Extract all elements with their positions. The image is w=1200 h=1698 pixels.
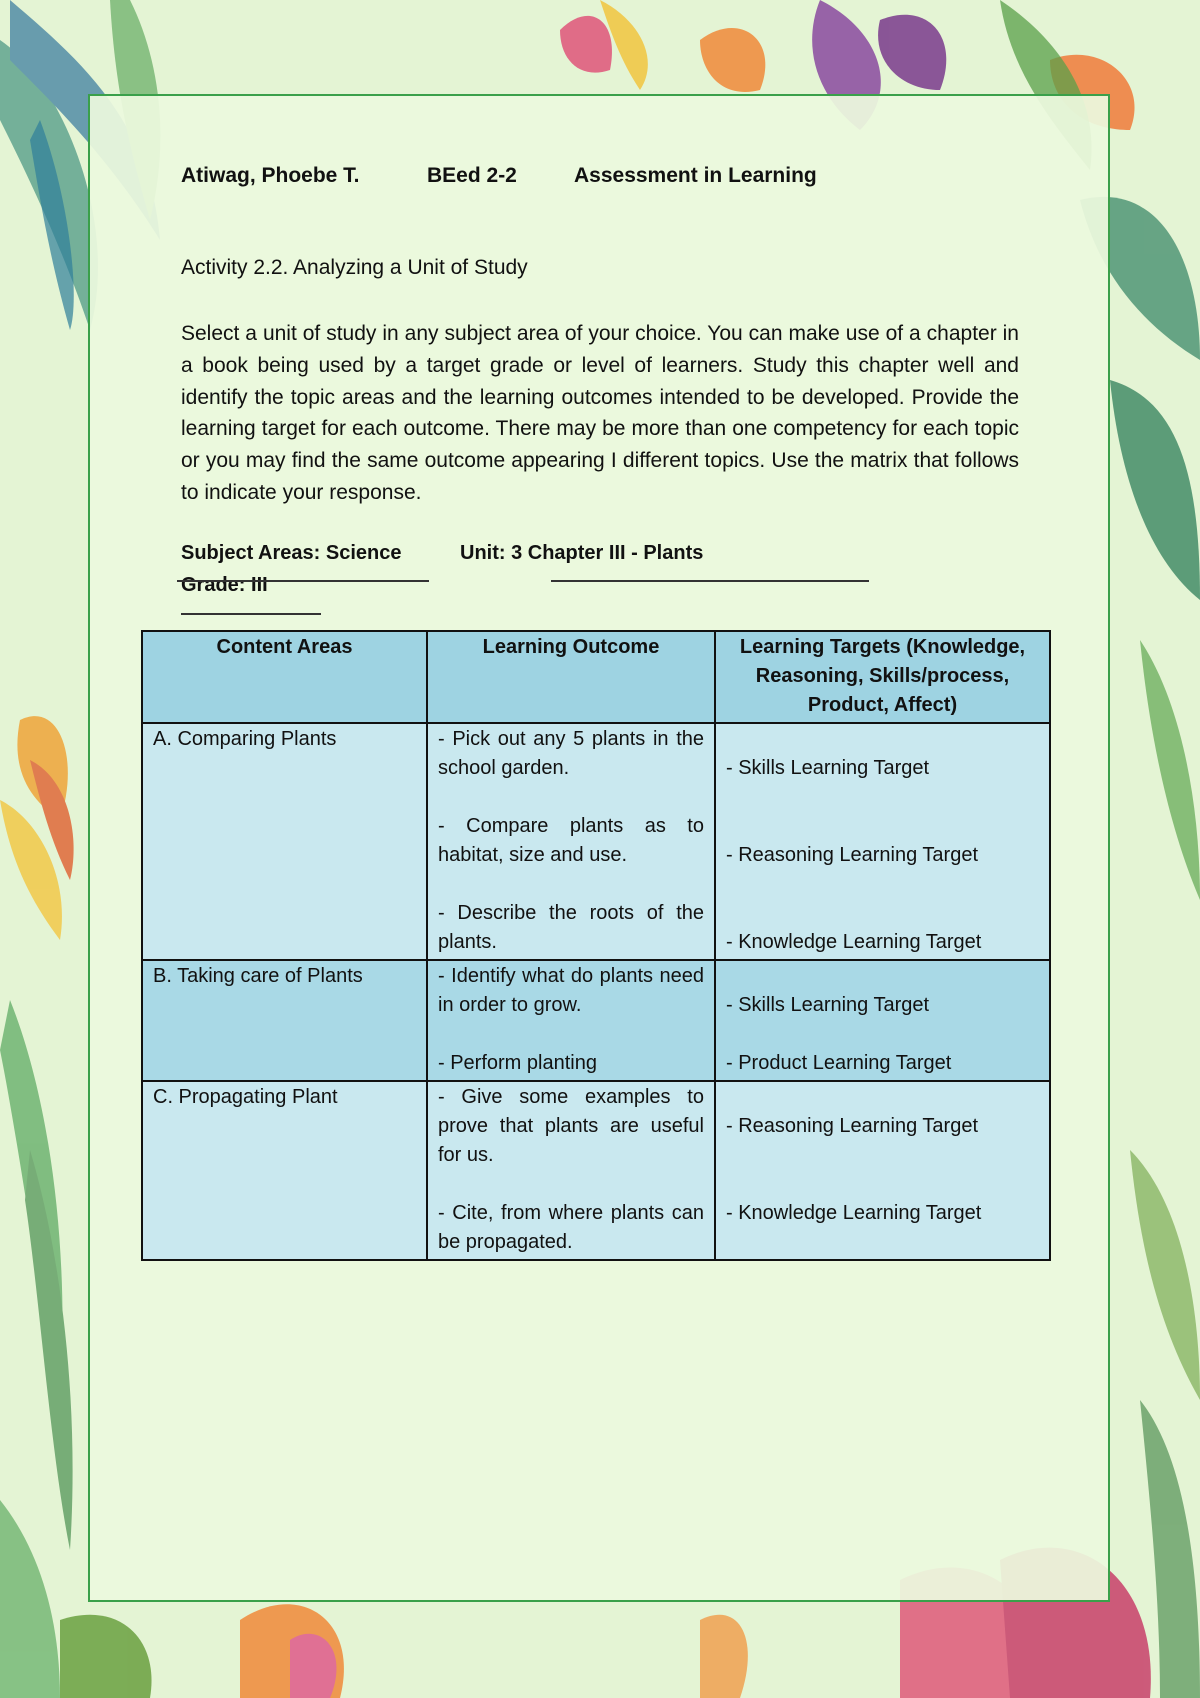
subject-areas-label: Subject Areas: Science [181,542,402,564]
target-item: - Knowledge Learning Target [726,931,982,953]
header-learning-outcome: Learning Outcome [427,631,715,723]
unit-matrix-table [141,630,1051,1261]
target-item: - Reasoning Learning Target [726,844,979,866]
fern-icon [1130,640,1200,1698]
student-name: Atiwag, Phoebe T. [181,164,360,187]
flower-icon [0,716,74,940]
target-item: - Skills Learning Target [726,757,930,779]
unit-underline [551,580,869,582]
grade-label: Grade: III [181,574,268,596]
course-title: Assessment in Learning [574,164,817,187]
header-learning-targets: Learning Targets (Knowledge, Reasoning, Skills/process, Product, Affect) [715,631,1050,723]
outcome-item: - Perform planting [438,1052,597,1074]
table-row [142,960,1050,1081]
header-content-areas: Content Areas [142,631,427,723]
target-cell [715,1081,1050,1260]
outcome-item: - Identify what do plants need in order to grow. [438,965,704,1016]
target-item: - Product Learning Target [726,1052,952,1074]
outcome-cell [427,960,715,1081]
target-cell [715,960,1050,1081]
target-cell [715,723,1050,960]
outcome-item: - Describe the roots of the plants. [438,902,704,953]
instructions-paragraph: Select a unit of study in any subject area of your choice. You can make use of a chapter in a book being used by a target grade or level of learners. Study this chapter well and identify the topic areas and the learning outcomes intended to be developed. Provide the learning target for each outcome. There may be more than one competency for each topic or you may find the same outcome appearing I different topics. Use the matrix that follows to indicate your response. [181,322,1019,504]
outcome-item: - Compare plants as to habitat, size and use. [438,815,704,866]
document-header [181,160,1019,194]
table-row [142,1081,1050,1260]
fern-icon [0,1000,73,1698]
grade-underline [181,613,321,615]
outcome-item: - Give some examples to prove that plants are useful for us. [438,1086,704,1166]
outcome-cell [427,723,715,960]
outcome-item: - Pick out any 5 plants in the school garden. [438,728,704,779]
target-item: - Knowledge Learning Target [726,1202,982,1224]
table-row [142,723,1050,960]
content-area-cell: A. Comparing Plants [142,723,427,960]
outcome-item: - Cite, from where plants can be propagated. [438,1202,704,1253]
target-item: - Reasoning Learning Target [726,1115,979,1137]
subject-info [181,538,1019,608]
content-area-cell: C. Propagating Plant [142,1081,427,1260]
content-area-cell: B. Taking care of Plants [142,960,427,1081]
section-label: BEed 2-2 [427,164,517,187]
table-header-row [142,631,1050,723]
target-item: - Skills Learning Target [726,994,930,1016]
subject-underline [177,580,429,582]
activity-title: Activity 2.2. Analyzing a Unit of Study [181,256,528,279]
unit-label: Unit: 3 Chapter III - Plants [460,542,704,564]
outcome-cell [427,1081,715,1260]
